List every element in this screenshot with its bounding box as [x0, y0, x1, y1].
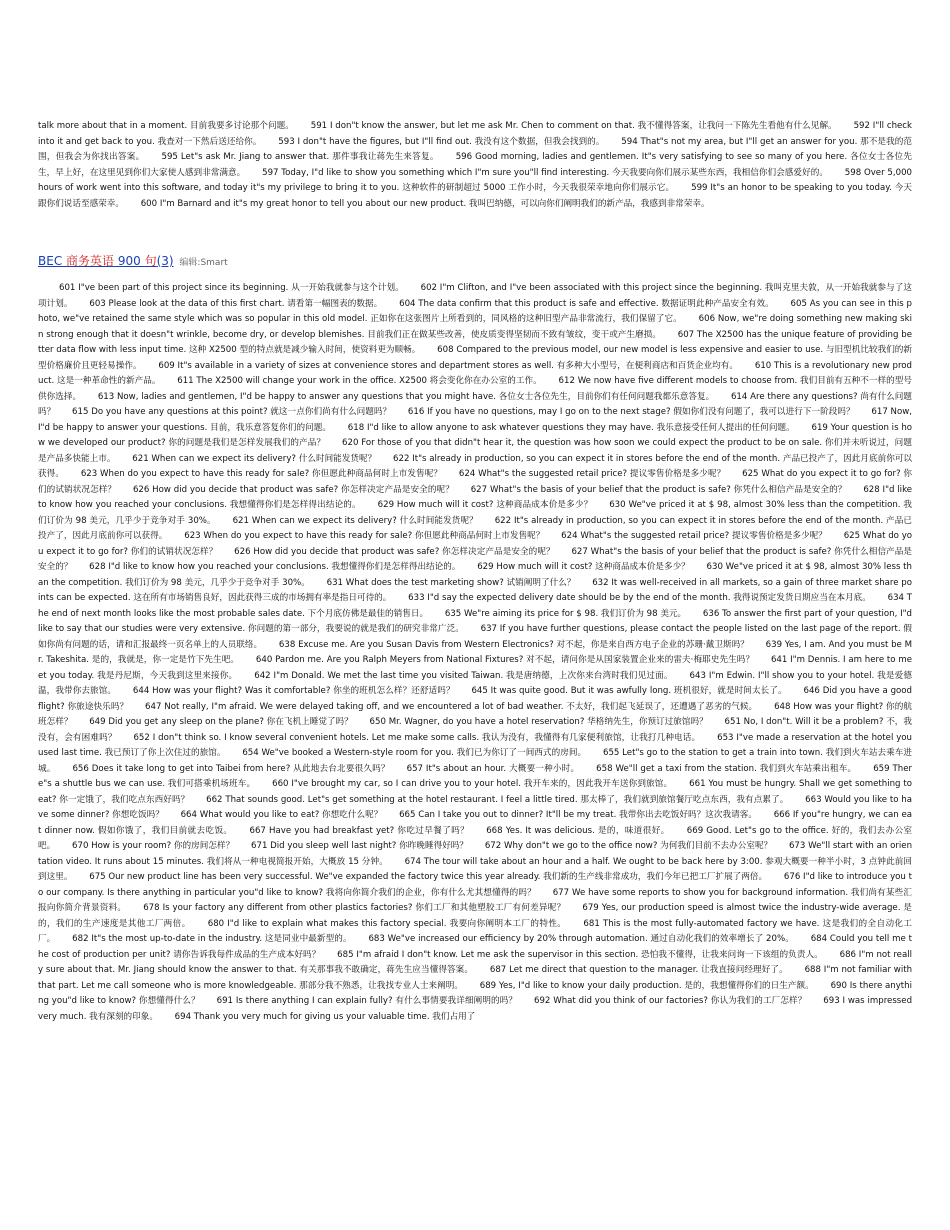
- sentence: 624 What"s the suggested retail price? 提议零售价格是多少呢？: [561, 531, 827, 541]
- sentence: 680 I"d like to explain what makes this factory special. 我要向你阐明本工厂的特性。: [207, 918, 567, 929]
- sentence: 625 What do you expect it to go for? 你们的试销状况怎样？: [38, 531, 913, 557]
- sentence: 669 Good. Let"s go to the office. 好的，我们去办公室吧。: [38, 825, 913, 851]
- sentence: 691 Is there anything I can explain fully? 有什么事情要我详细阐明的吗？: [216, 996, 518, 1006]
- sentence: 630 We"ve priced it at $ 98, almost 30% less than the competition. 我们订价为 98 美元，几乎少于竞争对手 30%。: [38, 562, 912, 588]
- sentence: 665 Can I take you out to dinner? It"ll be my treat. 我带你出去吃饭好吗？这次我请客。: [399, 810, 757, 820]
- sentence: 652 I don"t think so. I know several convenient hotels. Let me make some calls. 我认为没有，我懂得有几家便利旅馆，让我打几种电话。: [133, 732, 701, 743]
- sentence: 688 I"m not familiar with that part. Let me call someone who is more knowledgeable. 那部分我不熟悉，让我找专业人士来阐明。: [38, 965, 913, 991]
- sentence: 651 No, I don"t. Will it be a problem? 不，我没有，会有困难吗？: [38, 717, 913, 743]
- sentence: 613 Now, ladies and gentlemen, I"d be happy to answer any questions that you might have. 各位女士各位先生，目前你们有任何问题我都乐意答复。: [97, 391, 715, 402]
- sentence: 633 I"d say the expected delivery date should be by the end of the month. 我得说预定发货日期应当在本月底。: [408, 593, 871, 603]
- sentence: 655 Let"s go to the station to get a train into town. 我们到火车站去乘车进城。: [38, 748, 913, 774]
- sentence: 628 I"d like to know how you reached your conclusions. 我想懂得你们是怎样得出结论的。: [89, 562, 461, 572]
- sentence: 606 Now, we"re doing something new making skin strong enough that it doesn"t wrinkle, become dry, or develop blemishes. 目前我们正在做某些改善，使皮质变得坚韧而不致有皱纹，变干或产生磨损。: [38, 314, 912, 340]
- sentence: 636 To answer the first part of your question, I"d like to say that our studies were very extensive. 你问题的第一部分，我要说的就是我们的研究非常广泛。: [38, 608, 913, 634]
- sentence: 667 Have you had breakfast yet? 你吃过早餐了吗？: [249, 825, 470, 836]
- sentence: 660 I"ve brought my car, so I can drive you to your hotel. 我开车来的，因此我开车送你到旅馆。: [272, 779, 673, 789]
- sentence: 624 What"s the suggested retail price? 提议零售价格是多少呢？: [458, 469, 726, 479]
- sentence: 663 Would you like to have some dinner? 你想吃饭吗？: [38, 794, 913, 820]
- sentence: 693 I was impressed very much. 我有深刻的印象。: [38, 996, 913, 1022]
- sentence: 628 I"d like to know how you reached your conclusions. 我想懂得你们是怎样得出结论的。: [38, 484, 913, 510]
- sentence: 622 It"s already in production, so you can expect it in stores before the end of the month. 产品已投产了，因此月底前你可以获得。: [38, 515, 913, 541]
- sentence: 642 I"m Donald. We met the last time you visited Taiwan. 我是唐纳德，上次你来台湾时我们见过面。: [254, 670, 673, 681]
- sentence: 607 The X2500 has the unique feature of providing better data flow with less input time. 这种 X2500 型的特点就是减少输入时间，使资料更为顺畅。: [38, 329, 912, 355]
- sentence: 602 I"m Clifton, and I"ve been associated with this project since the beginning. 我叫克里夫敦，从一开始我就参与了这项计划。: [38, 283, 913, 309]
- sentence: 679 Yes, our production speed is almost twice the industry-wide average. 是的，我们的生产速度是其他工厂两倍。: [38, 903, 912, 929]
- sentence: 599 It"s an honor to be speaking to you today. 今天跟你们说话至感荣幸。: [38, 183, 912, 209]
- sentence: 619 Your question is how we developed our product? 你的问题是我们是怎样发展我们的产品？: [38, 422, 913, 448]
- sentence: 661 You must be hungry. Shall we get something to eat? 你一定饿了，我们吃点东西好吗？: [38, 779, 912, 805]
- sentence: 630 We"ve priced it at $ 98, almost 30% less than the competition. 我们订价为 98 美元，几乎少于竞争对手 30%。: [38, 500, 913, 526]
- sentence: 593 I don"t have the figures, but I"ll find out. 我没有这个数据，但我会找到的。: [278, 136, 605, 147]
- sentence: 671 Did you sleep well last night? 你昨晚睡得好吗？: [251, 841, 469, 851]
- sentence: 658 We"ll get a taxi from the station. 我们到火车站乘出租车。: [596, 763, 857, 774]
- sentence: 640 Pardon me. Are you Ralph Meyers from National Fixtures? 对不起，请问你是从国家装置企业来的雷夫·梅耶史先生吗？: [255, 655, 755, 665]
- sentence: 612 We now have five different models to choose from. 我们目前有五种不一样的型号供你选择。: [38, 376, 912, 402]
- sentence: 692 What did you think of our factories? 你认为我们的工厂怎样？: [533, 996, 807, 1006]
- sentence: 621 When can we expect its delivery? 什么时间能发货呢？: [232, 515, 478, 526]
- sentence: 637 If you have further questions, please contact the people listed on the last page of the report. 假如你尚有问题的话，请和汇报最终一页名单上的人员联络。: [38, 624, 912, 650]
- sentence: 656 Does it take long to get into Taibei from here? 从此地去台北要很久吗？: [72, 763, 390, 774]
- sentence: 689 Yes, I"d like to know your daily production. 是的，我想懂得你们的日生产额。: [479, 980, 814, 991]
- sentence: 670 How is your room? 你的房间怎样？: [72, 841, 235, 851]
- sentence: 629 How much will it cost? 这种商品成本价是多少？: [377, 500, 593, 510]
- sentence: 644 How was your flight? Was it comfortable? 你坐的班机怎么样？还舒适吗？: [132, 686, 455, 696]
- sentence: 686 I"m not really sure about that. Mr. Jiang should know the answer to that. 有关那事我不敢确定，蒋先生应当懂得答案。: [38, 949, 912, 975]
- sentence: 648 How was your flight? 你的航班怎样？: [38, 701, 912, 727]
- sentence: 622 It"s already in production, so you can expect it in stores before the end of the month. 产品已投产了，因此月底前你可以获得。: [38, 453, 913, 479]
- sentence: 626 How did you decide that product was safe? 你怎样决定产品是安全的呢？: [132, 484, 454, 495]
- sentence: 594 That"s not my area, but I"ll get an answer for you. 那不是我的范围，但我会为你找出答案。: [38, 136, 912, 162]
- sentence: 621 When can we expect its delivery? 什么时间能发货呢？: [132, 453, 377, 464]
- sentence: 597 Today, I"d like to show you something which I"m sure you"ll find interesting. 今天我要向你们展示某些东西，我相信你们会感爱好的。: [262, 167, 828, 178]
- section-heading: [38, 253, 228, 271]
- sentence: 601 I"ve been part of this project since its beginning. 从一开始我就参与这个计划。: [59, 283, 404, 293]
- sentence: 690 Is there anything you"d like to know? 你想懂得什么？: [38, 980, 913, 1006]
- sentence: 662 That sounds good. Let"s get something at the hotel restaurant. I feel a little tired. 那太棒了，我们就到旅馆餐厅吃点东西，我有点累了。: [206, 794, 789, 805]
- sentence: 681 This is the most fully-automated factory we have. 这是我们的全自动化工厂。: [38, 918, 913, 944]
- sentence: 654 We"ve booked a Western-style room for you. 我们已为你订了一间西式的房间。: [242, 748, 587, 758]
- sentence: 629 How much will it cost? 这种商品成本价是多少？: [477, 562, 690, 572]
- sentence: 664 What would you like to eat? 你想吃什么呢？: [180, 810, 383, 820]
- sentence: 673 We"ll start with an orientation video. It runs about 15 minutes. 我们将从一种电视简报开始，大概放 15 分钟。: [38, 841, 913, 867]
- sentence: 610 This is a revolutionary new product. 这是一种革命性的新产品。: [38, 360, 913, 386]
- sentence: 603 Please look at the data of this first chart. 请看第一幅图表的数据。: [89, 298, 383, 309]
- top-paragraph: [38, 119, 912, 212]
- sentence: 604 The data confirm that this product is safe and effective. 数据证明此种产品安全有效。: [399, 298, 774, 309]
- sentence: 694 Thank you very much for giving us your valuable time. 我们占用了: [174, 1011, 476, 1022]
- sentence: 592 I"ll check into it and get back to you. 我查对一下然后送还给你。: [38, 121, 913, 147]
- sentence: 605 As you can see in this photo, we"ve retained the same style which was so popular in this old model. 正如你在这张图片上所看到的，同风格的这种旧型产品非常流行，我们保留了它。: [38, 298, 912, 324]
- sentence: 653 I"ve made a reservation at the hotel you used last time. 我已预订了你上次住过的旅馆。: [38, 732, 912, 758]
- sentence: 595 Let"s ask Mr. Jiang to answer that. 那件事我让蒋先生来答复。: [161, 152, 439, 162]
- sentence: 608 Compared to the previous model, our new model is less expensive and easier to use. 与旧型机比较我们的新型价格廉价且更轻易操作。: [38, 345, 913, 371]
- sentence: 631 What does the test marketing show? 试销阐明了什么？: [326, 577, 576, 588]
- sentence: 611 The X2500 will change your work in the office. X2500 将会变化你在办公室的工作。: [177, 376, 542, 386]
- sentence: 596 Good morning, ladies and gentlemen. It"s very satisfying to see so many of you here. 各位女士各位先生，早上好，在这里见到你们大家使人感到非常满意。: [38, 152, 913, 178]
- sentence: 618 I"d like to allow anyone to ask whatever questions they may have. 我乐意接受任何人提出的任何问题。: [347, 422, 795, 433]
- main-paragraph: [38, 281, 912, 1025]
- sentence: 675 Our new product line has been very successful. We"ve expanded the factory twice this year already. 我们新的生产线非常成功，我们今年已把工厂扩展了两倍。: [89, 872, 768, 882]
- sentence: 638 Excuse me. Are you Susan Davis from Western Electronics? 对不起，你是来自西方电子企业的苏珊·戴卫斯吗？: [278, 639, 749, 650]
- sentence: 591 I don"t know the answer, but let me ask Mr. Chen to comment on that. 我不懂得答案，让我问一下陈先生看他有什么见解。: [310, 121, 837, 131]
- sentence: 643 I"m Edwin. I"ll show you to your hotel. 我是爱德温，我带你去旅馆。: [38, 670, 912, 696]
- sentence: 632 It was well-received in all markets, so a gain of three market share points can be expected. 这在所有市场销售良好，因此获得三成的市场拥有率是指日可待的。: [38, 577, 913, 603]
- sentence: 674 The tour will take about an hour and a half. We ought to be back here by 3:00. 参观大概要一种半小时，3 点钟此前回到这里。: [38, 856, 912, 882]
- sentence: 668 Yes. It was delicious. 是的，味道很好。: [486, 825, 670, 836]
- sentence: 616 If you have no questions, may I go on to the next stage? 假如你们没有问题了，我可以进行下一阶段吗？: [407, 407, 855, 417]
- sentence: 620 For those of you that didn"t hear it, the question was how soon we could expect the product to be on sale. 你们并未听说过，问题是产品多快能上市。: [38, 438, 912, 464]
- sentence: 639 Yes, I am. And you must be Mr. Takeshita. 是的，我就是，你一定是竹下先生吧。: [38, 639, 913, 665]
- sentence: 609 It"s available in a variety of sizes at convenience stores and department stores as well. 有多种大小型号，在便利商店和百货企业均有。: [158, 360, 739, 371]
- sentence: 666 If you"re hungry, we can eat dinner now. 假如你饿了，我们目前就去吃饭。: [38, 810, 912, 836]
- sentence: 684 Could you tell me the cost of production per unit? 请你告诉我每件成品的生产成本好吗？: [38, 934, 912, 960]
- sentence: 617 Now, I"d be happy to answer your questions. 目前，我乐意答复你们的问题。: [38, 407, 913, 433]
- sentence: 627 What"s the basis of your belief that the product is safe? 你凭什么相信产品是安全的？: [470, 484, 847, 495]
- sentence: 641 I"m Dennis. I am here to meet you today. 我是丹尼斯，今天我到这里来接你。: [38, 655, 913, 681]
- sentence: 682 It"s the most up-to-date in the industry. 这是同业中最新型的。: [72, 934, 352, 944]
- sentence: 623 When do you expect to have this ready for sale? 你但愿此种商品何时上市发售呢？: [184, 531, 545, 541]
- sentence: 647 Not really, I"m afraid. We were delayed taking off, and we encountered a lot of bad weather. 不太好，我们起飞延误了，还遭遇了恶劣的气候。: [145, 701, 758, 712]
- sentence: 625 What do you expect it to go for? 你们的试销状况怎样？: [38, 469, 912, 495]
- sentence: 646 Did you have a good flight? 你旅途快乐吗？: [38, 686, 912, 712]
- sentence: 626 How did you decide that product was safe? 你怎样决定产品是安全的呢？: [234, 546, 555, 557]
- sentence: 623 When do you expect to have this ready for sale? 你但愿此种商品何时上市发售呢？: [80, 469, 443, 479]
- sentence: 614 Are there any questions? 尚有什么问题吗？: [38, 391, 913, 417]
- sentence: 683 We"ve increased our efficiency by 20% through automation. 通过自动化我们的效率增长了 20%。: [368, 934, 794, 944]
- sentence: 634 The end of next month looks like the most probable sales date. 下个月底仿佛是最佳的销售日。: [38, 593, 913, 619]
- sentence: talk more about that in a moment. 目前我要多讨论那个问题。: [38, 121, 294, 131]
- editor-credit: 编辑:Smart: [179, 258, 228, 268]
- sentence: 645 It was quite good. But it was awfully long. 班机很好，就是时间太长了。: [471, 686, 787, 696]
- sentence: 649 Did you get any sleep on the plane? 你在飞机上睡觉了吗？: [89, 717, 353, 727]
- sentence: 650 Mr. Wagner, do you have a hotel reservation? 华格纳先生，你预订过旅馆吗？: [369, 717, 708, 727]
- sentence: 659 There"s a shuttle bus we can use. 我们可搭乘机场班车。: [38, 763, 913, 789]
- heading-link[interactable]: BEC 商务英语 900 句(3): [38, 254, 174, 268]
- sentence: 678 Is your factory any different from other plastics factories? 你们工厂和其他塑胶工厂有何差异呢？: [143, 903, 566, 913]
- sentence: 600 I"m Barnard and it"s my great honor to tell you about our new product. 我叫巴纳德，可以向你们阐明我们的新产品，我感到非常荣幸。: [140, 198, 710, 209]
- sentence: 676 I"d like to introduce you to our company. Is there anything in particular you"d like to know? 我将向你简介我们的企业，你有什么尤其想懂得的吗？: [38, 872, 913, 898]
- sentence: 677 We have some reports to show you for background information. 我们尚有某些汇报向你简介背景资料。: [38, 887, 913, 913]
- sentence: 635 We"re aiming its price for $ 98. 我们订价为 98 美元。: [444, 608, 687, 619]
- sentence: 672 Why don"t we go to the office now? 为何我们目前不去办公室呢？: [484, 841, 773, 851]
- sentence: 615 Do you have any questions at this point? 就这一点你们尚有什么问题吗？: [72, 407, 392, 417]
- sentence: 657 It"s about an hour. 大概要一种小时。: [406, 763, 580, 774]
- sentence: 627 What"s the basis of your belief that the product is safe? 你凭什么相信产品是安全的？: [38, 546, 913, 572]
- sentence: 687 Let me direct that question to the manager. 让我直接问经理好了。: [489, 965, 788, 975]
- sentence: 598 Over 5,000 hours of work went into this software, and today it"s my privilege to bring it to you. 这种软件的研制超过 5000 工作小时，今天我很荣幸地向你们展示它。: [38, 167, 913, 193]
- sentence: 685 I"m afraid I don"t know. Let me ask the supervisor in this section. 恐怕我不懂得，让我来问询一下该组的负责人。: [337, 949, 823, 960]
